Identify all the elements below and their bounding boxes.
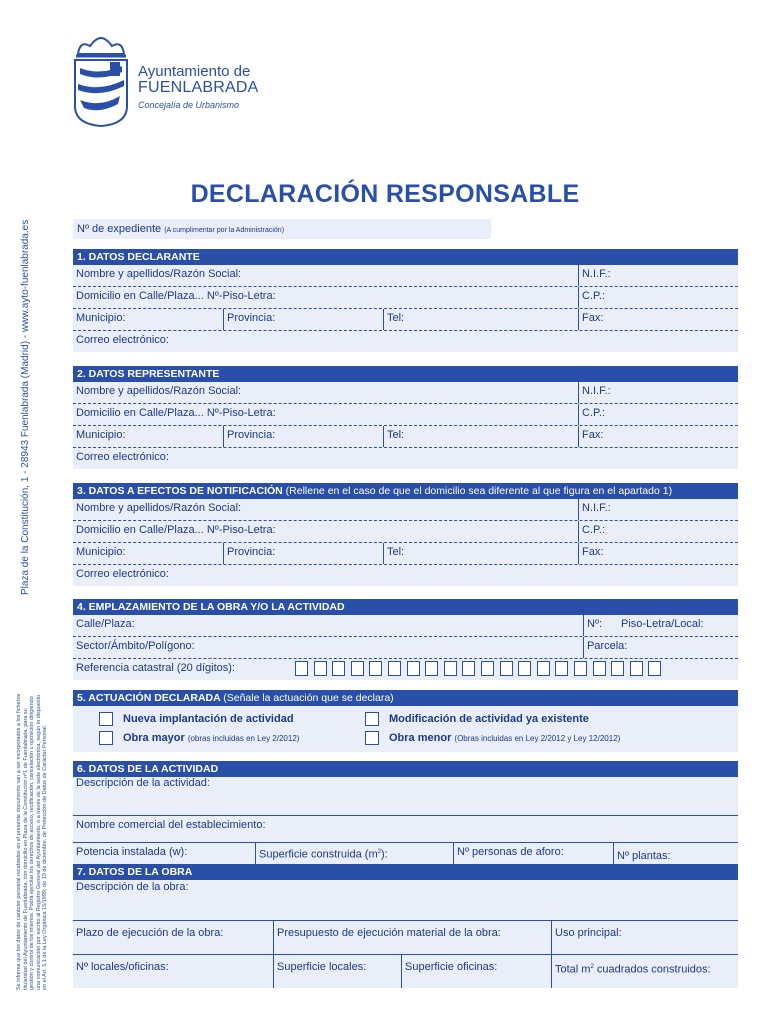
section-2-title: 2. DATOS REPRESENTANTE xyxy=(73,366,738,382)
total-label: Total $m^2$ cuadrados construidos: xyxy=(551,955,738,988)
cp-label: C.P.: xyxy=(578,404,738,425)
obra-mayor-label: Obra mayor (obras incluidas en Ley 2/2012) xyxy=(123,732,300,744)
section-obra xyxy=(73,864,738,988)
checkbox-obra-mayor[interactable] xyxy=(99,731,113,745)
referencia-digit-box[interactable] xyxy=(518,661,531,676)
potencia-label: Potencia instalada (w): xyxy=(76,846,188,858)
referencia-digit-box[interactable] xyxy=(611,661,624,676)
row-referencia[interactable] xyxy=(73,658,738,680)
row-correo[interactable] xyxy=(73,564,738,586)
expediente-field[interactable] xyxy=(73,219,491,239)
tel-label: Tel: xyxy=(383,543,578,564)
superficie-label: Superficie construida $(m^2)$: xyxy=(255,843,453,871)
referencia-digit-box[interactable] xyxy=(314,661,327,676)
sup-locales-label: Superficie locales: xyxy=(273,955,401,988)
referencia-digit-box[interactable] xyxy=(574,661,587,676)
sup-oficinas-label: Superficie oficinas: xyxy=(401,955,551,988)
municipio-label: Municipio: xyxy=(76,546,126,558)
domicilio-label: Domicilio en Calle/Plaza... Nº-Piso-Letra: xyxy=(76,290,276,302)
row-nombre[interactable] xyxy=(73,382,738,403)
nif-label: N.I.F.: xyxy=(578,382,738,403)
row-nombre[interactable] xyxy=(73,499,738,520)
row-municipio[interactable] xyxy=(73,542,738,564)
organization-name xyxy=(138,64,258,113)
nombre-label: Nombre y apellidos/Razón Social: xyxy=(76,502,242,514)
domicilio-label: Domicilio en Calle/Plaza... Nº-Piso-Letra: xyxy=(76,407,276,419)
plantas-label: Nº plantas: xyxy=(613,843,738,871)
section-actuacion xyxy=(73,690,738,752)
tel-label: Tel: xyxy=(383,309,578,330)
correo-label: Correo electrónico: xyxy=(76,451,169,463)
side-address: Plaza de la Constitución, 1 - 28943 Fuenlabrada (Madrid) - www.ayto-fuenlabrada.es xyxy=(20,219,31,595)
row-nombre-comercial[interactable] xyxy=(73,815,738,842)
expediente-note: (A cumplimentar por la Administración) xyxy=(164,227,285,234)
checkbox-nueva-implantacion[interactable] xyxy=(99,712,113,726)
sector-label: Sector/Ámbito/Polígono: xyxy=(76,640,195,652)
municipio-label: Municipio: xyxy=(76,429,126,441)
section-representante xyxy=(73,366,738,469)
provincia-label: Provincia: xyxy=(223,426,383,447)
referencia-digit-box[interactable] xyxy=(593,661,606,676)
parcela-label: Parcela: xyxy=(583,637,738,658)
num-label: Nº: xyxy=(583,615,618,636)
section-declarante xyxy=(73,249,738,352)
referencia-digit-box[interactable] xyxy=(425,661,438,676)
referencia-digit-box[interactable] xyxy=(444,661,457,676)
nombre-label: Nombre y apellidos/Razón Social: xyxy=(76,268,242,280)
correo-label: Correo electrónico: xyxy=(76,568,169,580)
referencia-digit-box[interactable] xyxy=(648,661,661,676)
correo-label: Correo electrónico: xyxy=(76,334,169,346)
referencia-digit-box[interactable] xyxy=(369,661,382,676)
nif-label: N.I.F.: xyxy=(578,265,738,286)
referencia-digit-box[interactable] xyxy=(407,661,420,676)
presupuesto-label: Presupuesto de ejecución material de la obra: xyxy=(273,921,551,954)
section-actividad xyxy=(73,761,738,871)
cp-label: C.P.: xyxy=(578,287,738,308)
row-locales[interactable] xyxy=(73,954,738,988)
nombre-comercial-label: Nombre comercial del establecimiento: xyxy=(76,819,266,831)
obra-menor-note: (Obras incluidas en Ley 2/2012 y Ley 12/2012) xyxy=(454,734,621,743)
org-line-2: FUENLABRADA xyxy=(138,79,259,96)
section-emplazamiento xyxy=(73,599,738,680)
referencia-digit-box[interactable] xyxy=(295,661,308,676)
row-domicilio[interactable] xyxy=(73,286,738,308)
checkbox-modificacion[interactable] xyxy=(365,712,379,726)
coat-of-arms-logo xyxy=(70,36,132,128)
nueva-implantacion-label: Nueva implantación de actividad xyxy=(123,713,294,725)
obra-menor-label: Obra menor (Obras incluidas en Ley 2/2012 y Ley 12/2012) xyxy=(389,732,621,744)
uso-label: Uso principal: xyxy=(551,921,738,954)
locales-label: Nº locales/oficinas: xyxy=(76,961,169,973)
checkbox-obra-menor[interactable] xyxy=(365,731,379,745)
expediente-label: Nº de expediente xyxy=(77,223,162,235)
row-descripcion-obra[interactable] xyxy=(73,880,738,920)
row-correo[interactable] xyxy=(73,447,738,469)
section-notificacion xyxy=(73,483,738,586)
section-5-title: 5. ACTUACIÓN DECLARADA (Señale la actuación que se declara) xyxy=(73,690,738,706)
section-3-title: 3. DATOS A EFECTOS DE NOTIFICACIÓN (Rellene en el caso de que el domicilio sea diferente al que figura en el apartado 1) xyxy=(73,483,738,499)
descripcion-obra-label: Descripción de la obra: xyxy=(76,881,189,893)
row-sector[interactable] xyxy=(73,636,738,658)
side-privacy-notice: Se informa que los datos de carácter personal recabados en el presente documento van a ser incorporados a los ficheros titularidad del Ayuntamiento de Fuenlabrada, con domicilio en Plaza de la Constitución nº1 de Fuenlabrada, para su gestión y control de los mismos. Podrá ejercitar los derechos de acceso, rectificación, cancelación u oposición dirigiendo una comunicación por escrito al Registro General del Ayuntamiento, o a través de la sede electrónica, según lo dispuesto en el Art. 5.1 de la Ley Orgánica 15/1999, de 13 de diciembre, de Protección de Datos de Carácter Personal. xyxy=(16,693,48,990)
org-line-1: Ayuntamiento de xyxy=(138,63,251,80)
aforo-label: Nº personas de aforo: xyxy=(453,843,613,871)
row-descripcion-actividad[interactable] xyxy=(73,777,738,815)
section-6-title: 6. DATOS DE LA ACTIVIDAD xyxy=(73,761,738,777)
provincia-label: Provincia: xyxy=(223,309,383,330)
modificacion-label: Modificación de actividad ya existente xyxy=(389,713,589,725)
piso-label: Piso-Letra/Local: xyxy=(621,618,704,630)
section-7-title: 7. DATOS DE LA OBRA xyxy=(73,864,738,880)
row-domicilio[interactable] xyxy=(73,403,738,425)
referencia-digit-box[interactable] xyxy=(388,661,401,676)
fax-label: Fax: xyxy=(578,309,738,330)
municipio-label: Municipio: xyxy=(76,312,126,324)
referencia-digit-box[interactable] xyxy=(351,661,364,676)
referencia-digit-box[interactable] xyxy=(537,661,550,676)
descripcion-actividad-label: Descripción de la actividad: xyxy=(76,777,210,789)
calle-label: Calle/Plaza: xyxy=(76,618,135,630)
fax-label: Fax: xyxy=(578,426,738,447)
referencia-digit-box[interactable] xyxy=(630,661,643,676)
section-5-note: (Señale la actuación que se declara) xyxy=(223,692,394,704)
row-correo[interactable] xyxy=(73,330,738,352)
cp-label: C.P.: xyxy=(578,521,738,542)
nif-label: N.I.F.: xyxy=(578,499,738,520)
domicilio-label: Domicilio en Calle/Plaza... Nº-Piso-Letra: xyxy=(76,524,276,536)
section-1-title: 1. DATOS DECLARANTE xyxy=(73,249,738,265)
referencia-label: Referencia catastral (20 dígitos): xyxy=(76,662,235,674)
referencia-digit-box[interactable] xyxy=(332,661,345,676)
fax-label: Fax: xyxy=(578,543,738,564)
row-nombre[interactable] xyxy=(73,265,738,286)
referencia-digit-box[interactable] xyxy=(555,661,568,676)
referencia-digit-box[interactable] xyxy=(500,661,513,676)
provincia-label: Provincia: xyxy=(223,543,383,564)
section-3-note: (Rellene en el caso de que el domicilio sea diferente al que figura en el apartado 1) xyxy=(285,485,673,497)
page-title: DECLARACIÓN RESPONSABLE xyxy=(190,180,580,208)
row-domicilio[interactable] xyxy=(73,520,738,542)
section-4-title: 4. EMPLAZAMIENTO DE LA OBRA Y/O LA ACTIVIDAD xyxy=(73,599,738,615)
obra-mayor-note: (obras incluidas en Ley 2/2012) xyxy=(187,734,300,743)
row-calle[interactable] xyxy=(73,615,738,636)
tel-label: Tel: xyxy=(383,426,578,447)
row-plazo[interactable] xyxy=(73,920,738,954)
referencia-digit-box[interactable] xyxy=(462,661,475,676)
org-line-3: Concejalía de Urbanismo xyxy=(138,100,240,110)
plazo-label: Plazo de ejecución de la obra: xyxy=(76,927,224,939)
row-municipio[interactable] xyxy=(73,308,738,330)
referencia-digit-box[interactable] xyxy=(481,661,494,676)
row-municipio[interactable] xyxy=(73,425,738,447)
nombre-label: Nombre y apellidos/Razón Social: xyxy=(76,385,242,397)
